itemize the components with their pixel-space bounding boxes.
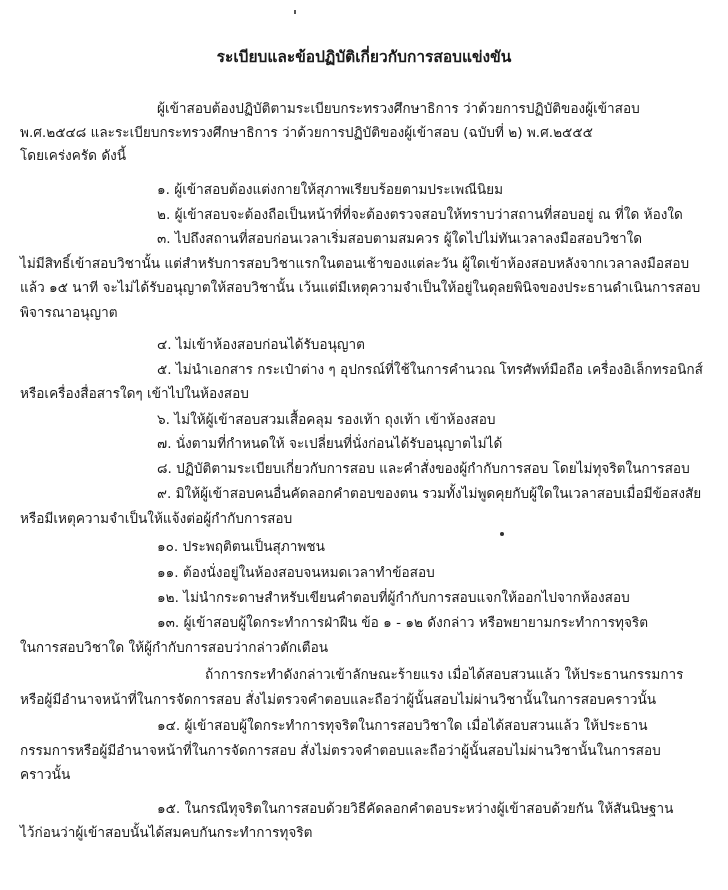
scan-speck	[294, 10, 296, 14]
body-line: ในการสอบวิชาใด ให้ผู้กำกับการสอบว่ากล่าวตักเตือน	[20, 640, 329, 656]
body-line: คราวนั้น	[20, 767, 71, 783]
scan-dot	[500, 532, 504, 536]
body-line: พิจารณาอนุญาต	[20, 305, 118, 321]
body-line: ถ้าการกระทำดังกล่าวเข้าลักษณะร้ายแรง เมื่อได้สอบสวนแล้ว ให้ประธานกรรมการ	[205, 667, 684, 683]
body-line: พ.ศ.๒๕๔๘ และระเบียบกระทรวงศึกษาธิการ ว่าด้วยการปฏิบัติของผู้เข้าสอบ (ฉบับที่ ๒) พ.ศ.๒๕๕๕	[20, 125, 593, 141]
rule-item-15: ๑๕. ในกรณีทุจริตในการสอบด้วยวิธีคัดลอกคำตอบระหว่างผู้เข้าสอบด้วยกัน ให้สันนิษฐาน	[157, 801, 674, 817]
rule-item-14: ๑๔. ผู้เข้าสอบผู้ใดกระทำการทุจริตในการสอบวิชาใด เมื่อได้สอบสวนแล้ว ให้ประธาน	[157, 718, 648, 734]
body-line: หรือมีเหตุความจำเป็นให้แจ้งต่อผู้กำกับการสอบ	[20, 511, 293, 527]
body-line: ผู้เข้าสอบต้องปฏิบัติตามระเบียบกระทรวงศึกษาธิการ ว่าด้วยการปฏิบัติของผู้เข้าสอบ	[157, 101, 640, 117]
body-line: หรือผู้มีอำนาจหน้าที่ในการจัดการสอบ สั่งไม่ตรวจคำตอบและถือว่าผู้นั้นสอบไม่ผ่านวิชานั้นในการสอบคราวนั้น	[20, 692, 657, 708]
rule-item-7: ๗. นั่งตามที่กำหนดให้ จะเปลี่ยนที่นั่งก่อนได้รับอนุญาตไม่ได้	[157, 436, 503, 452]
rule-item-13: ๑๓. ผู้เข้าสอบผู้ใดกระทำการฝ่าฝืน ข้อ ๑ - ๑๒ ดังกล่าว หรือพยายามกระทำการทุจริต	[157, 615, 649, 631]
rule-item-11: ๑๑. ต้องนั่งอยู่ในห้องสอบจนหมดเวลาทำข้อสอบ	[157, 565, 435, 581]
body-line: กรรมการหรือผู้มีอำนาจหน้าที่ในการจัดการสอบ สั่งไม่ตรวจคำตอบและถือว่าผู้นั้นสอบไม่ผ่านวิชานั้นในการสอบ	[20, 743, 661, 759]
rule-item-6: ๖. ไม่ให้ผู้เข้าสอบสวมเสื้อคลุม รองเท้า ถุงเท้า เข้าห้องสอบ	[157, 412, 496, 428]
rule-item-12: ๑๒. ไม่นำกระดาษสำหรับเขียนคำตอบที่ผู้กำกับการสอบแจกให้ออกไปจากห้องสอบ	[157, 590, 630, 606]
body-line: ไว้ก่อนว่าผู้เข้าสอบนั้นได้สมคบกันกระทำการทุจริต	[20, 825, 313, 841]
body-line: หรือเครื่องสื่อสารใดๆ เข้าไปในห้องสอบ	[20, 386, 249, 402]
document-title: ระเบียบและข้อปฏิบัติเกี่ยวกับการสอบแข่งขัน	[216, 48, 512, 66]
body-line: แล้ว ๑๕ นาที จะไม่ได้รับอนุญาตให้สอบวิชานั้น เว้นแต่มีเหตุความจำเป็นให้อยู่ในดุลยพินิจของประธานดำเนินการสอบ	[20, 280, 701, 296]
rule-item-8: ๘. ปฏิบัติตามระเบียบเกี่ยวกับการสอบ และคำสั่งของผู้กำกับการสอบ โดยไม่ทุจริตในการสอบ	[157, 461, 690, 477]
rule-item-1: ๑. ผู้เข้าสอบต้องแต่งกายให้สุภาพเรียบร้อยตามประเพณีนิยม	[157, 182, 504, 198]
rule-item-4: ๔. ไม่เข้าห้องสอบก่อนได้รับอนุญาต	[157, 337, 365, 353]
rule-item-10: ๑๐. ประพฤติตนเป็นสุภาพชน	[157, 539, 325, 555]
rule-item-2: ๒. ผู้เข้าสอบจะต้องถือเป็นหน้าที่ที่จะต้องตรวจสอบให้ทราบว่าสถานที่สอบอยู่ ณ ที่ใด ห้องใด	[157, 207, 683, 223]
body-line: ไม่มีสิทธิ์เข้าสอบวิชานั้น แต่สำหรับการสอบวิชาแรกในตอนเช้าของแต่ละวัน ผู้ใดเข้าห้องสอบหลังจากเวลาลงมือสอบ	[20, 256, 690, 272]
rule-item-3: ๓. ไปถึงสถานที่สอบก่อนเวลาเริ่มสอบตามสมควร ผู้ใดไปไม่ทันเวลาลงมือสอบวิชาใด	[157, 231, 643, 247]
rule-item-5: ๕. ไม่นำเอกสาร กระเป๋าต่าง ๆ อุปกรณ์ที่ใช้ในการคำนวณ โทรศัพท์มือถือ เครื่องอิเล็กทรอนิกส์	[157, 362, 703, 378]
rule-item-9: ๙. มิให้ผู้เข้าสอบคนอื่นคัดลอกคำตอบของตน รวมทั้งไม่พูดคุยกับผู้ใดในเวลาสอบเมื่อมีข้อสงสัย	[157, 486, 702, 502]
body-line: โดยเคร่งครัด ดังนี้	[20, 148, 127, 164]
